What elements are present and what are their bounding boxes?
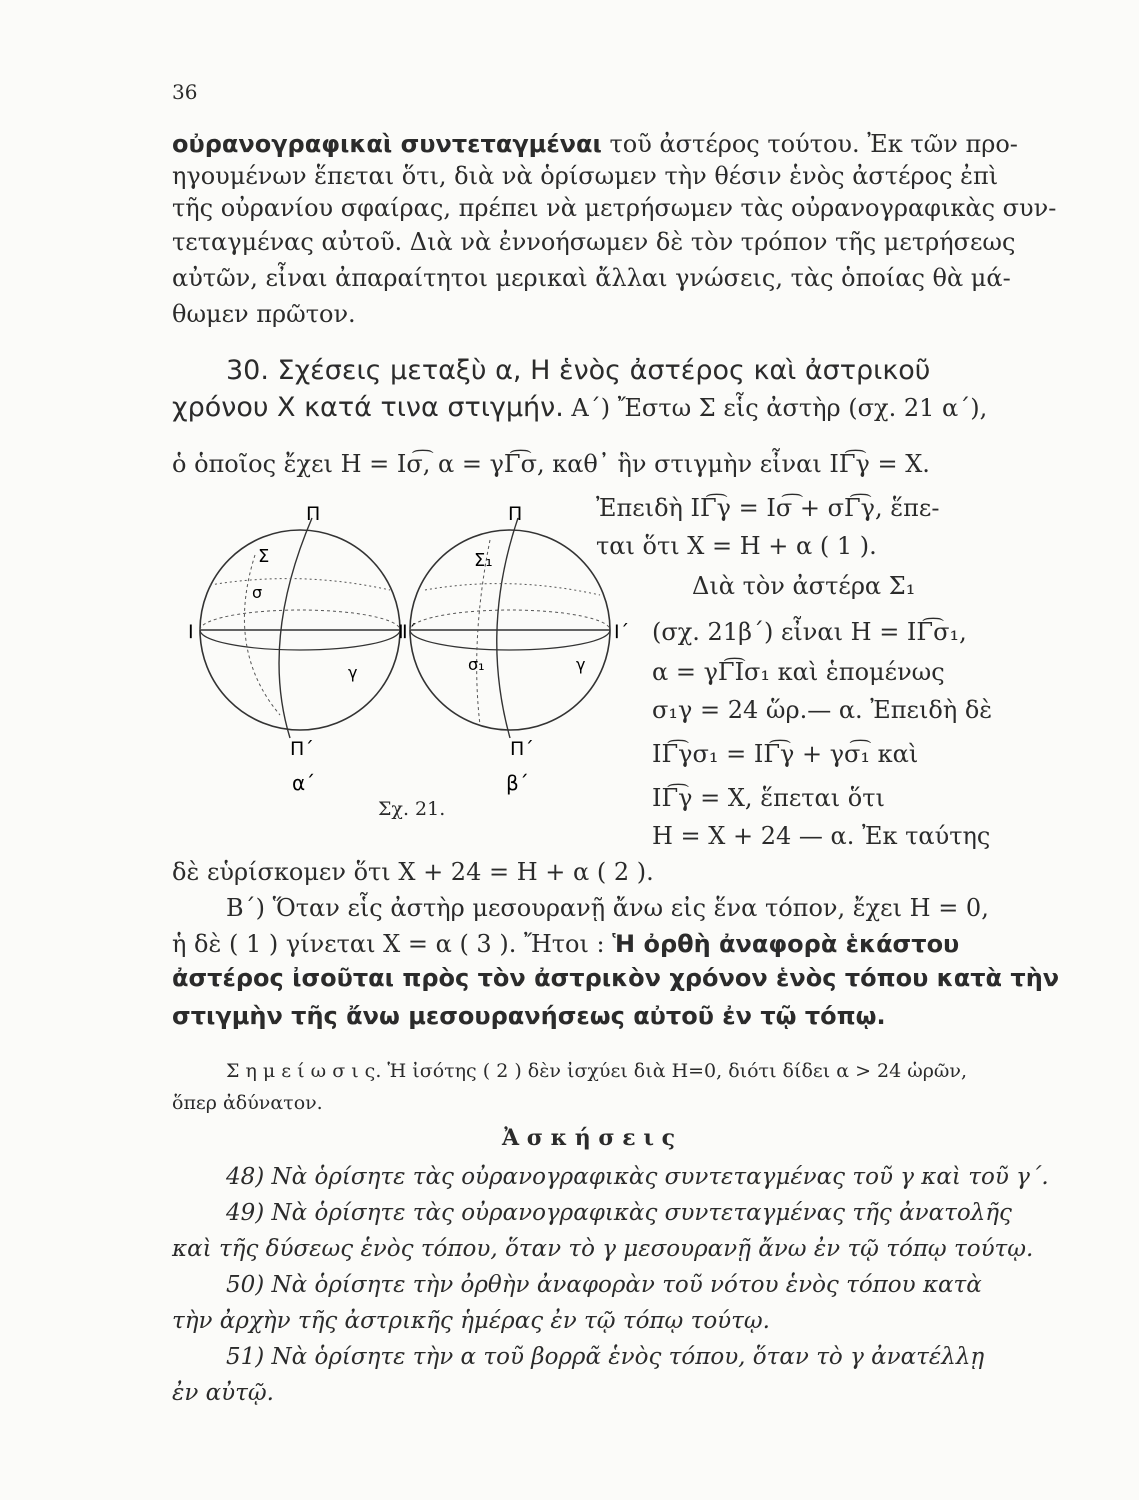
exercise-50-cont: τὴν ἀρχὴν τῆς ἀστρικῆς ἡμέρας ἐν τῷ τόπῳ τούτῳ. — [172, 1308, 770, 1334]
meridian — [497, 518, 518, 738]
section-heading-cont: χρόνου Χ κατά τινα στιγμήν. — [172, 392, 564, 423]
sphere-a — [188, 503, 417, 795]
bold-rule-line: ἀστέρος ἰσοῦται πρὸς τὸν ἀστρικὸν χρόνον ἑνὸς τόπου κατὰ τὴν — [172, 964, 1060, 992]
label-star: Σ — [258, 546, 270, 567]
exercise-51-cont: ἐν αὐτῷ. — [172, 1380, 274, 1406]
text-line: Διὰ τὸν ἀστέρα Σ₁ — [692, 572, 916, 600]
text-line: θωμεν πρῶτον. — [172, 300, 356, 328]
section-heading: 30. Σχέσεις μεταξὺ α, Η ἑνὸς ἀστέρος καὶ ἀστρικοῦ — [226, 355, 931, 386]
bold-rule-line: στιγμὴν τῆς ἄνω μεσουρανήσεως αὐτοῦ ἐν τῷ τόπῳ. — [172, 1002, 886, 1030]
label-right: Ι΄ — [614, 621, 630, 643]
text-line: ὁ ὁποῖος ἔχει Η = Ισ͡, α = γΓ͡σ, καθ᾽ ἣν στιγμὴν εἶναι ΙΓ͡γ = Χ. — [172, 450, 930, 478]
text-line: ται ὅτι Χ = Η + α ( 1 ). — [596, 532, 877, 560]
text-line: τεταγμένας αὐτοῦ. Διὰ νὰ ἐννοήσωμεν δὲ τὸν τρόπον τῆς μετρήσεως — [172, 228, 1016, 256]
label-top: Π — [306, 503, 321, 525]
note-text: Ἡ ἰσότης ( 2 ) δὲν ἰσχύει διὰ Η=0, διότι δίδει α > 24 ὡρῶν, — [381, 1060, 968, 1082]
text-line: ηγουμένων ἕπεται ὅτι, διὰ νὰ ὁρίσωμεν τὴν θέσιν ἑνὸς ἀστέρος ἐπὶ — [172, 162, 999, 190]
label-sigma: σ — [252, 583, 263, 602]
label-left: Ι — [188, 621, 194, 643]
label-gamma: γ — [348, 663, 358, 682]
figure-caption: Σχ. 21. — [378, 798, 446, 820]
equator-back — [410, 610, 610, 630]
label-bottom: Π΄ — [510, 738, 534, 760]
parallel — [210, 579, 390, 590]
exercise-49: 49) Νὰ ὁρίσητε τὰς οὐρανογραφικὰς συντεταγμένας τῆς ἀνατολῆς — [226, 1200, 1012, 1226]
note-cont: ὅπερ ἀδύνατον. — [172, 1092, 323, 1114]
text-span: Α΄) Ἔστω Σ εἷς ἀστὴρ (σχ. 21 α΄), — [563, 394, 988, 422]
meridian — [279, 518, 312, 738]
text-line: Η = Χ + 24 — α. Ἐκ ταύτης — [652, 822, 991, 850]
label-left: Ι — [398, 621, 404, 643]
exercise-48: 48) Νὰ ὁρίσητε τὰς οὐρανογραφικὰς συντεταγμένας τοῦ γ καὶ τοῦ γ΄. — [226, 1164, 1049, 1190]
note-label: Σ η μ ε ί ω σ ι ς. — [226, 1060, 382, 1082]
equator-back — [200, 610, 400, 630]
label-sub: α΄ — [292, 771, 316, 795]
text-line — [172, 392, 987, 424]
label-gamma: γ — [576, 655, 586, 674]
bold-rule: Ἡ ὀρθὴ ἀναφορὰ ἑκάστου — [612, 930, 960, 958]
text-line: αὐτῶν, εἶναι ἀπαραίτητοι μερικαὶ ἄλλαι γνώσεις, τὰς ὁποίας θὰ μά- — [172, 264, 1011, 292]
label-right: Ι΄ — [402, 621, 418, 643]
text-line: δὲ εὑρίσκομεν ὅτι Χ + 24 = Η + α ( 2 ). — [172, 858, 654, 886]
text-line: σ₁γ = 24 ὥρ.— α. Ἐπειδὴ δὲ — [652, 696, 993, 724]
label-top: Π — [508, 503, 523, 525]
equator-front — [410, 630, 610, 650]
label-star: Σ₁ — [474, 550, 493, 571]
bold-term: οὐρανογραφικαὶ συντεταγμέναι — [172, 130, 602, 158]
text-line: Β΄) Ὅταν εἷς ἀστὴρ μεσουρανῇ ἄνω εἰς ἕνα τόπον, ἔχει Η = 0, — [226, 894, 989, 922]
label-sigma: σ₁ — [468, 655, 485, 674]
text-line: τῆς οὐρανίου σφαίρας, πρέπει νὰ μετρήσωμεν τὰς οὐρανογραφικὰς συν- — [172, 194, 1057, 222]
page-number: 36 — [172, 80, 198, 104]
text-line: α = γΓ͡Ισ₁ καὶ ἑπομένως — [652, 658, 945, 686]
text-span: τοῦ ἀστέρος τούτου. Ἐκ τῶν προ- — [601, 130, 1018, 158]
text-line — [172, 128, 1018, 160]
exercise-50: 50) Νὰ ὁρίσητε τὴν ὀρθὴν ἀναφορὰν τοῦ νότου ἑνὸς τόπου κατὰ — [226, 1272, 982, 1298]
text-line — [172, 928, 959, 960]
label-sub: β΄ — [506, 771, 529, 795]
text-line: ΙΓ͡γσ₁ = ΙΓ͡γ + γσ͡₁ καὶ — [652, 740, 919, 768]
label-bottom: Π΄ — [290, 738, 314, 760]
exercise-51: 51) Νὰ ὁρίσητε τὴν α τοῦ βορρᾶ ἑνὸς τόπου, ὅταν τὸ γ ἀνατέλλῃ — [226, 1344, 985, 1370]
sphere-b — [398, 503, 629, 795]
text-span: ἡ δὲ ( 1 ) γίνεται Χ = α ( 3 ). Ἤτοι : — [172, 930, 605, 958]
figure-21 — [180, 500, 650, 820]
parallel — [425, 584, 600, 595]
text-line: (σχ. 21β΄) εἶναι Η = ΙΓ͡σ₁, — [652, 618, 967, 646]
exercises-title: Ἀ σ κ ή σ ε ι ς — [502, 1125, 676, 1151]
note — [226, 1058, 967, 1084]
text-line: ΙΓ͡γ = Χ, ἕπεται ὅτι — [652, 784, 885, 812]
exercise-49-cont: καὶ τῆς δύσεως ἑνὸς τόπου, ὅταν τὸ γ μεσουρανῇ ἄνω ἐν τῷ τόπῳ τούτῳ. — [172, 1236, 1034, 1262]
equator-front — [200, 630, 400, 650]
text-line: Ἐπειδὴ ΙΓ͡γ = Ισ͡ + σΓ͡γ, ἕπε- — [596, 494, 940, 522]
